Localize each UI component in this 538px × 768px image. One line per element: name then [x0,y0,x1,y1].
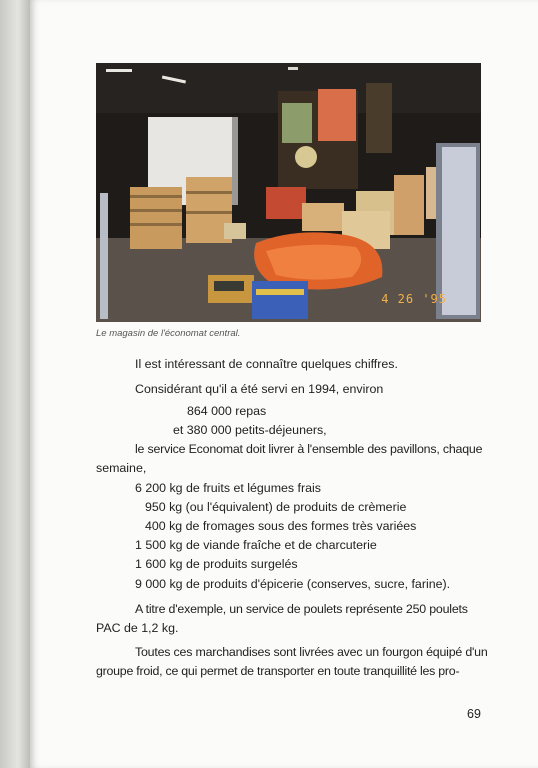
intro-paragraph: Il est intéressant de connaître quelques chiffres. [135,357,398,371]
delivery-item: 1 600 kg de produits surgelés [135,557,298,571]
service-line-1: le service Economat doit livrer à l'ensemble des pavillons, chaque [135,442,483,456]
example-line-2: PAC de 1,2 kg. [96,621,179,635]
photo-caption: Le magasin de l'économat central. [96,328,241,339]
example-line-1: A titre d'exemple, un service de poulets représente 250 poulets [135,602,468,616]
delivery-line-1: Toutes ces marchandises sont livrées avec un fourgon équipé d'un [135,645,488,659]
book-spine [0,0,30,768]
delivery-item: 6 200 kg de fruits et légumes frais [135,481,321,495]
photo-date-stamp: 4 26 '95 [381,292,447,306]
considering-line: Considérant qu'il a été servi en 1994, environ [135,382,384,396]
delivery-item: 1 500 kg de viande fraîche et de charcuterie [135,538,377,552]
delivery-item: 9 000 kg de produits d'épicerie (conserves, sucre, farine). [135,577,451,591]
delivery-item: 950 kg (ou l'équivalent) de produits de crèmerie [145,500,407,514]
delivery-line-2: groupe froid, ce qui permet de transporter en toute tranquillité les pro- [96,664,460,678]
delivery-item: 400 kg de fromages sous des formes très variées [145,519,417,533]
service-line-2: semaine, [96,461,147,475]
meals-line: 864 000 repas [187,404,267,418]
warehouse-photo [96,63,481,322]
page-number: 69 [467,707,481,721]
breakfasts-line: et 380 000 petits-déjeuners, [173,423,327,437]
